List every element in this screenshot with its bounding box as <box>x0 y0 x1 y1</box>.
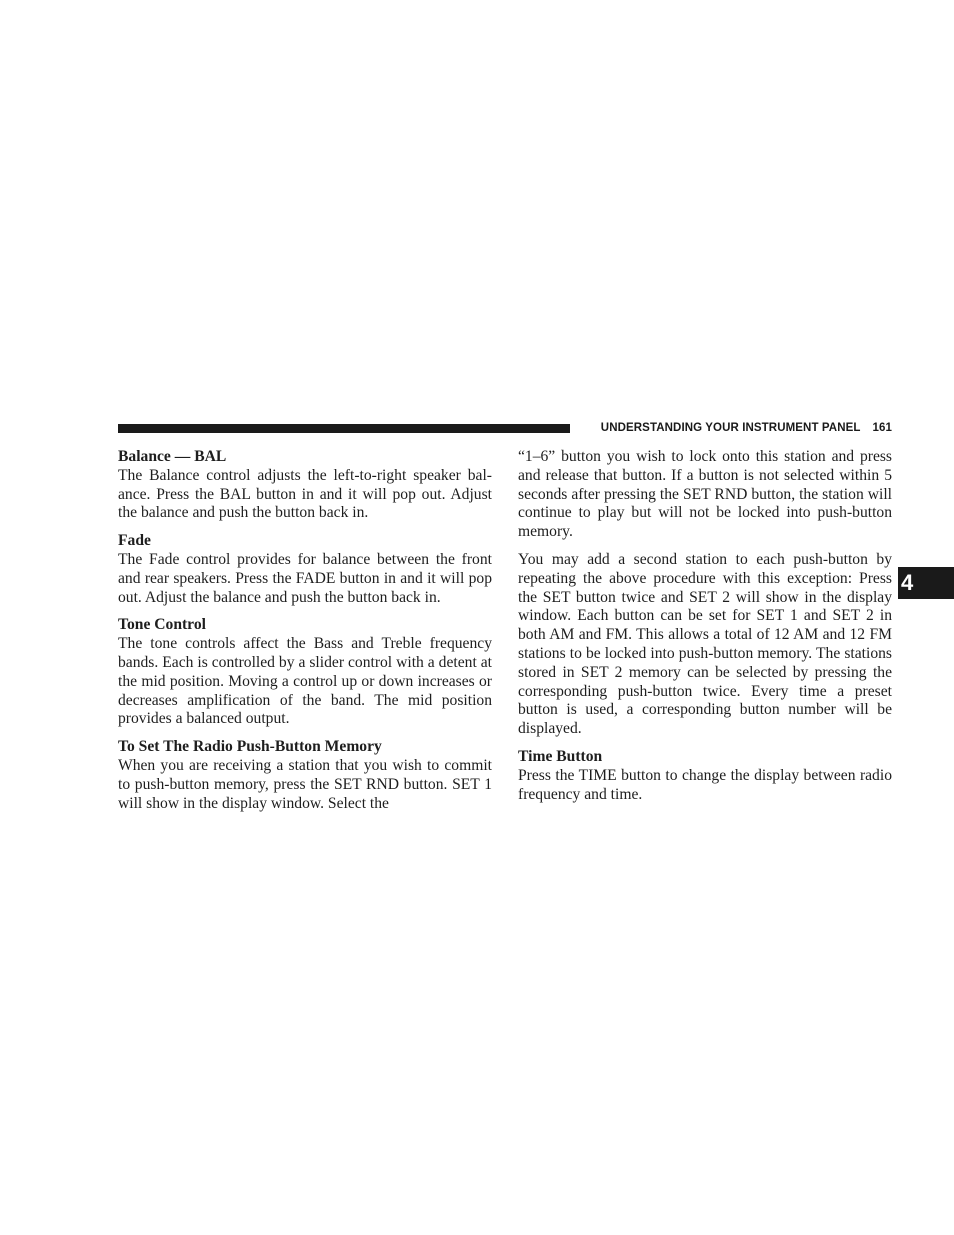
push-button-memory-heading: To Set The Radio Push-Button Memory <box>118 738 382 756</box>
balance-body: The Balance control adjusts the left-to-right speaker bal-ance. Press the BAL button in and it will pop out. Adjust the balance and push the button back in. <box>118 466 492 522</box>
running-header <box>560 420 892 436</box>
time-button-heading: Time Button <box>518 747 603 765</box>
right-column <box>518 448 892 813</box>
fade-heading: Fade <box>118 532 151 550</box>
tone-control-body: The tone controls affect the Bass and Treble frequency bands. Each is controlled by a slider control with a detent at the mid position. Moving a control up or down increases or decreases amplification of the band. The mid position provides a balanced output. <box>118 635 492 728</box>
header-title: UNDERSTANDING YOUR INSTRUMENT PANEL <box>600 422 861 434</box>
push-button-memory-body: When you are receiving a station that you wish to commit to push-button memory, press the SET RND button. SET 1 will show in the display window. Select the <box>118 756 492 812</box>
tone-control-heading: Tone Control <box>118 616 206 634</box>
push-button-memory-continued: “1–6” button you wish to lock onto this station and press and release that button. If a button is not selected within 5 seconds after pressing the SET RND button, the station will continue to play but will not be locked into push-button memory. <box>518 448 892 541</box>
page-number: 161 <box>872 422 892 434</box>
chapter-tab: 4 <box>898 567 954 599</box>
header-rule <box>118 424 570 433</box>
balance-heading: Balance — BAL <box>118 448 227 465</box>
left-column <box>118 448 492 822</box>
time-button-body: Press the TIME button to change the display between radio frequency and time. <box>518 766 892 803</box>
second-station-body: You may add a second station to each push-button by repeating the above procedure with this exception: Press the SET button twice and SET 2 will show in the display window. Each button can be set for SET 1 and SET 2 in both AM and FM. This allows a total of 12 AM and 12 FM stations to be locked into push-button memory. The stations stored in SET 2 memory can be selected by pressing the corresponding push-button twice. Every time a preset button is used, a corresponding button number will be displayed. <box>518 550 892 738</box>
fade-body: The Fade control provides for balance between the front and rear speakers. Press the FADE button in and it will pop out. Adjust the balance and push the button back in. <box>118 550 492 606</box>
